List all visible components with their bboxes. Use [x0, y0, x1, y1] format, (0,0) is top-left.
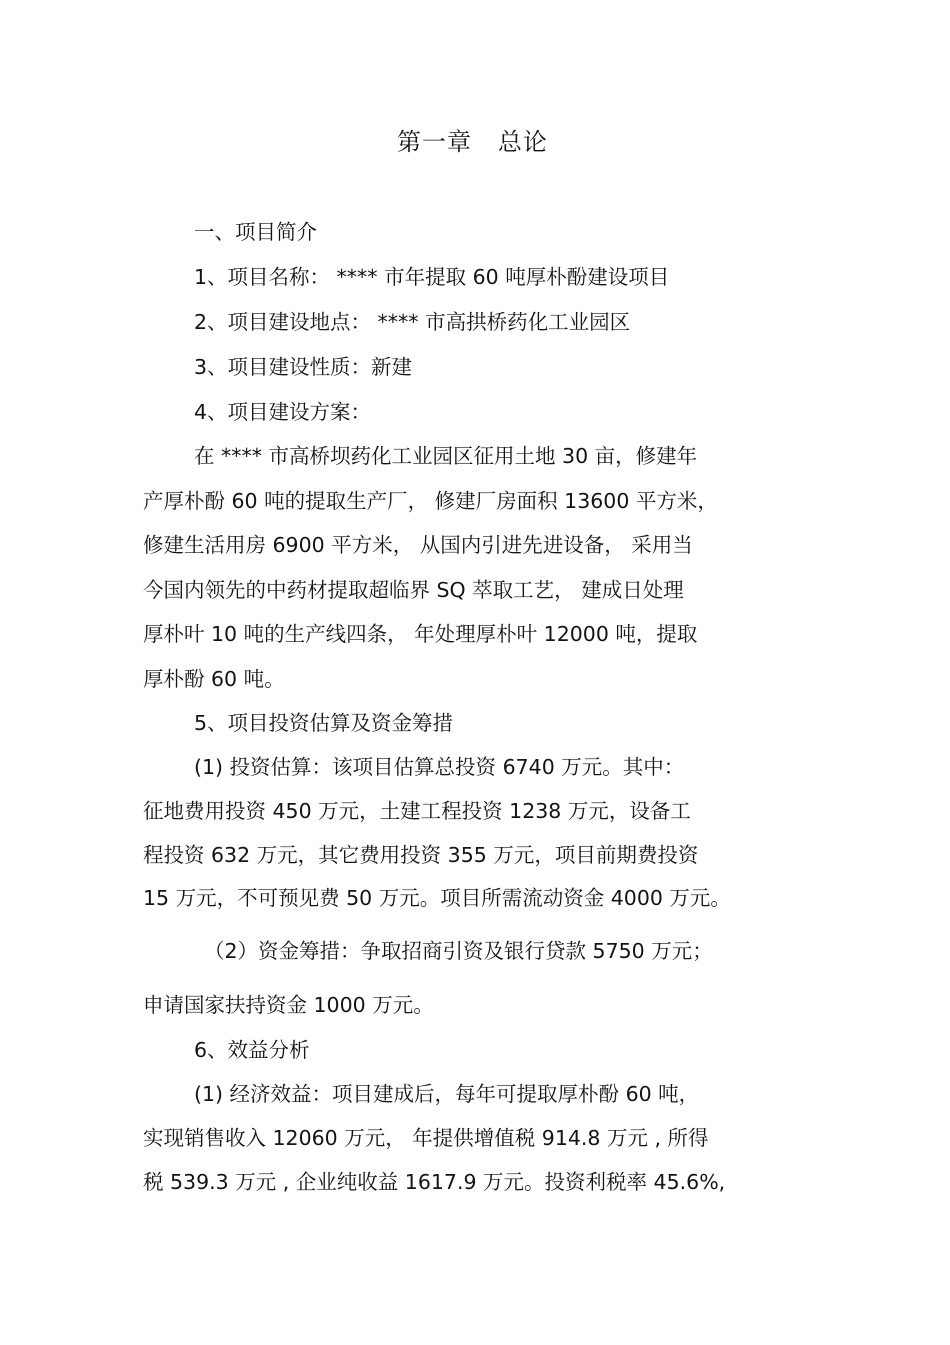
paragraph-line: 在 **** 市高桥坝药化工业园区征用土地 30 亩，修建年 [194, 444, 698, 468]
project-location-line: 2、项目建设地点： **** 市高拱桥药化工业园区 [194, 310, 631, 334]
project-plan-heading: 4、项目建设方案： [194, 400, 372, 424]
paragraph-line: 修建生活用房 6900 平方米， 从国内引进先进设备， 采用当 [143, 533, 693, 557]
paragraph-line: （2）资金筹措：争取招商引资及银行贷款 5750 万元； [204, 939, 713, 963]
section-heading-project-intro: 一、项目简介 [194, 220, 317, 244]
project-name-line: 1、项目名称： **** 市年提取 60 吨厚朴酚建设项目 [194, 265, 670, 289]
paragraph-line: 程投资 632 万元，其它费用投资 355 万元，项目前期费投资 [143, 843, 699, 867]
paragraph-line: 实现销售收入 12060 万元， 年提供增值税 914.8 万元 , 所得 [143, 1126, 709, 1150]
paragraph-line: 产厚朴酚 60 吨的提取生产厂， 修建厂房面积 13600 平方米， [143, 489, 718, 513]
section-heading-benefit: 6、效益分析 [194, 1038, 310, 1062]
paragraph-line: 今国内领先的中药材提取超临界 SQ 萃取工艺， 建成日处理 [143, 578, 684, 602]
paragraph-line: 申请国家扶持资金 1000 万元。 [143, 993, 434, 1017]
paragraph-line: (1) 经济效益：项目建成后，每年可提取厚朴酚 60 吨， [194, 1082, 700, 1106]
paragraph-line: 厚朴酚 60 吨。 [143, 667, 285, 691]
paragraph-line: (1) 投资估算：该项目估算总投资 6740 万元。其中： [194, 755, 685, 779]
paragraph-line: 税 539.3 万元 , 企业纯收益 1617.9 万元。投资利税率 45.6%, [143, 1170, 726, 1194]
paragraph-line: 征地费用投资 450 万元，土建工程投资 1238 万元，设备工 [143, 799, 691, 823]
chapter-title: 第一章 总论 [397, 128, 548, 156]
paragraph-line: 厚朴叶 10 吨的生产线四条， 年处理厚朴叶 12000 吨，提取 [143, 622, 698, 646]
paragraph-line: 15 万元，不可预见费 50 万元。项目所需流动资金 4000 万元。 [143, 886, 731, 910]
section-heading-investment: 5、项目投资估算及资金筹措 [194, 711, 454, 735]
project-nature-line: 3、项目建设性质：新建 [194, 355, 413, 379]
